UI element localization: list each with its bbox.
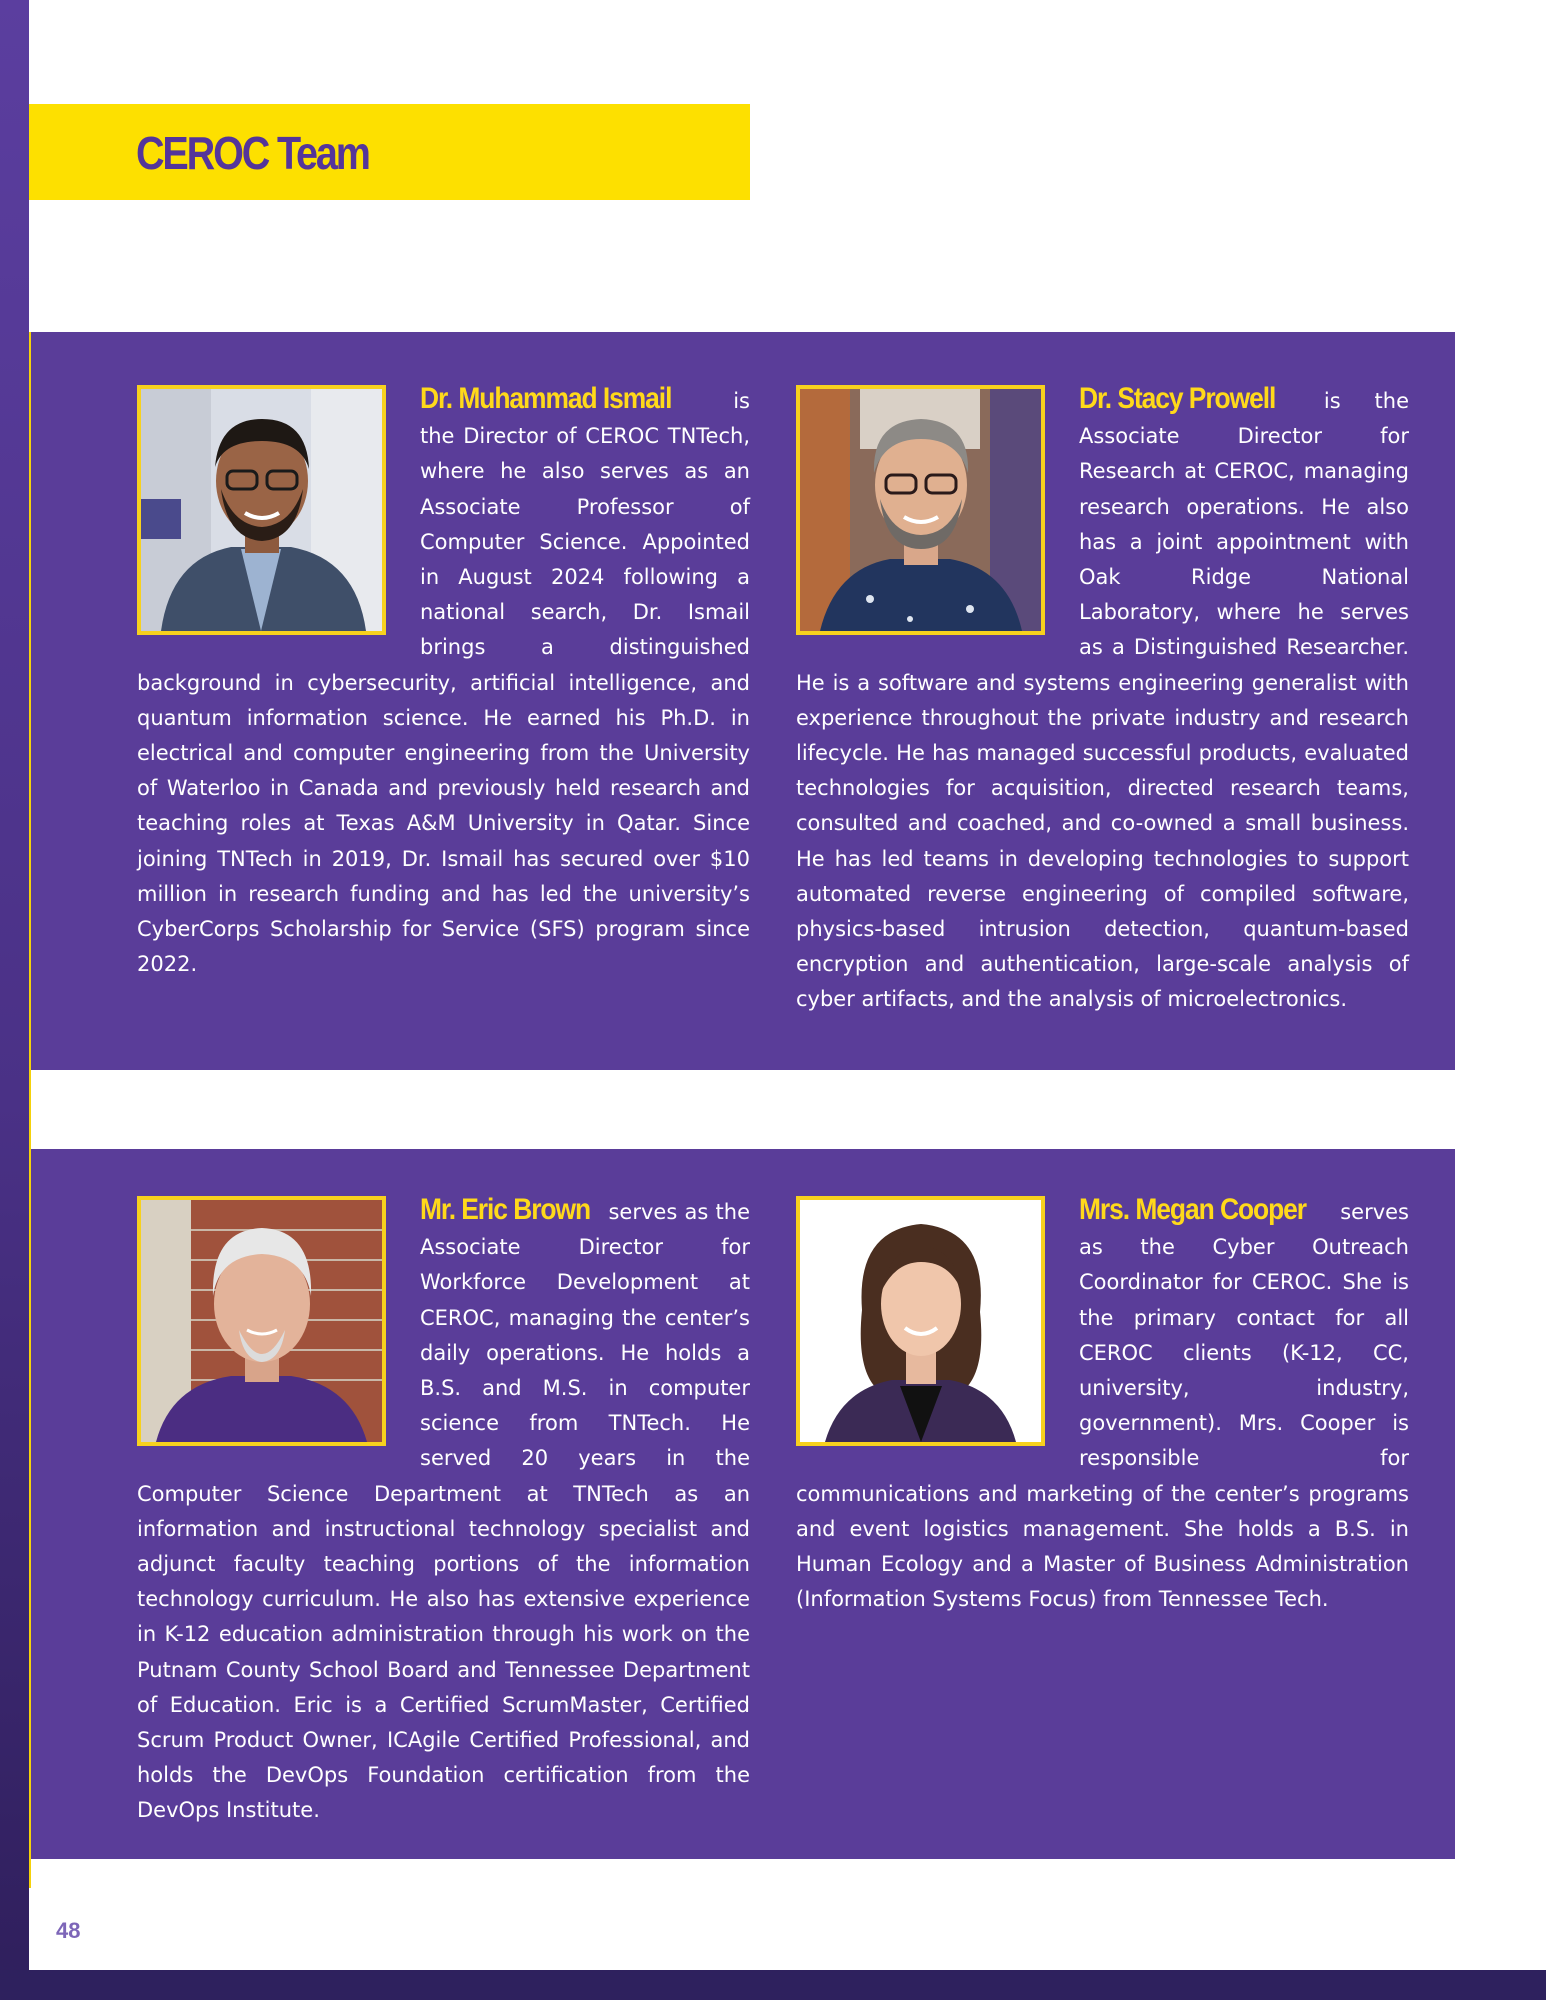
team-panel-top xyxy=(31,332,1455,1070)
bio-name: Mrs. Megan Cooper xyxy=(1079,1193,1307,1226)
photo-stacy-prowell xyxy=(796,385,1045,635)
bio-name: Mr. Eric Brown xyxy=(420,1193,591,1226)
title-banner xyxy=(29,104,750,200)
portrait-image xyxy=(141,389,382,631)
photo-muhammad-ismail xyxy=(137,385,386,635)
bio-text: is the Director of CEROC TNTech, where he also serves as an Associate Professor of Computer Science. Appointed in August 2024 following a national search, Dr. Ismail brings a distinguished background in cybersecurity, artificial intelligence, and quantum information science. He earned his Ph.D. in electrical and computer engineering from the University of Waterloo in Canada and previously held research and teaching roles at Texas A&M University in Qatar. Since joining TNTech in 2019, Dr. Ismail has secured over $10 million in research funding and has led the university’s CyberCorps Scholarship for Service (SFS) program since 2022. xyxy=(137,389,750,977)
bio-prowell xyxy=(796,381,1409,1018)
bio-cooper xyxy=(796,1192,1409,1617)
photo-megan-cooper xyxy=(796,1196,1045,1446)
photo-eric-brown xyxy=(137,1196,386,1446)
bio-text: is the Associate Director for Research at CEROC, managing research operations. He also has a joint appointment with Oak Ridge National Laboratory, where he serves as a Distinguished Researcher. He is a software and systems engineering generalist with experience throughout the private industry and research lifecycle. He has managed successful products, evaluated technologies for acquisition, directed research teams, consulted and coached, and co-owned a small business. He has led teams in developing technologies to support automated reverse engineering of compiled software, physics-based intrusion detection, quantum-based encryption and authentication, large-scale analysis of cyber artifacts, and the analysis of microelectronics. xyxy=(796,389,1409,1012)
page-title: CEROC Team xyxy=(136,127,369,179)
bio-text: serves as the Associate Director for Workforce Development at CEROC, managing the center’s daily operations. He holds a B.S. and M.S. in computer science from TNTech. He served 20 years in the Computer Science Department at TNTech as an information and instructional technology specialist and adjunct faculty teaching portions of the information technology curriculum. He also has extensive experience in K-12 education administration through his work on the Putnam County School Board and Tennessee Department of Education. Eric is a Certified ScrumMaster, Certified Scrum Product Owner, ICAgile Certified Professional, and holds the DevOps Foundation certification from the DevOps Institute. xyxy=(137,1200,750,1823)
left-decorative-bar xyxy=(0,0,29,2000)
portrait-image xyxy=(800,389,1041,631)
portrait-image xyxy=(141,1200,382,1442)
portrait-image xyxy=(800,1200,1041,1442)
bio-ismail xyxy=(137,381,750,982)
bottom-decorative-bar xyxy=(0,1970,1546,2000)
bio-text: serves as the Cyber Outreach Coordinator for CEROC. She is the primary contact for all CEROC clients (K-12, CC, university, industry, government). Mrs. Cooper is responsible for communications and marketing of the center’s programs and event logistics management. She holds a B.S. in Human Ecology and a Master of Business Administration (Information Systems Focus) from Tennessee Tech. xyxy=(796,1200,1409,1612)
bio-brown xyxy=(137,1192,750,1829)
bio-name: Dr. Muhammad Ismail xyxy=(420,382,672,415)
team-panel-bottom xyxy=(31,1149,1455,1859)
bio-name: Dr. Stacy Prowell xyxy=(1079,382,1276,415)
page-number: 48 xyxy=(56,1918,81,1943)
